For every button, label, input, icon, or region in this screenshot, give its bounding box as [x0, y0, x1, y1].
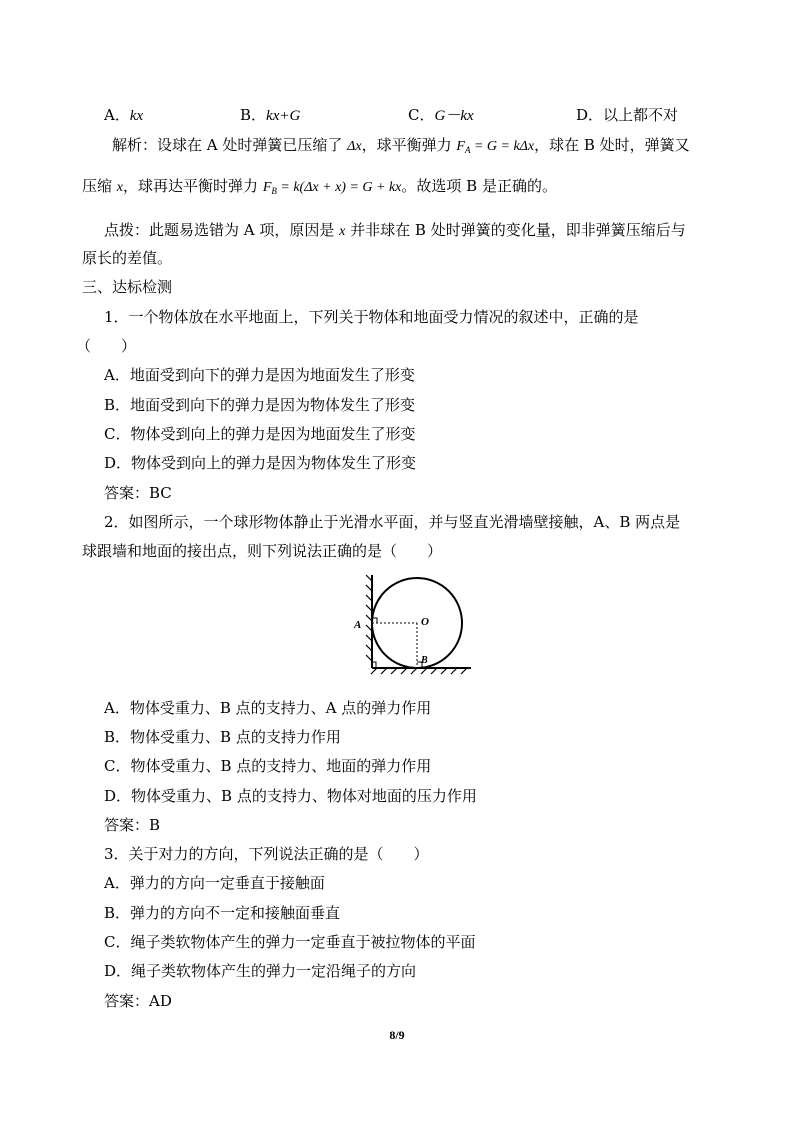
option-text: kx: [129, 108, 144, 124]
question-2-answer: 答案：B: [104, 816, 161, 834]
question-1-option-d: D．物体受到向上的弹力是因为物体发生了形变: [104, 454, 417, 472]
section-title: 三、达标检测: [82, 278, 173, 296]
delta-x: Δx: [347, 139, 362, 154]
question-3-option-d: D．绳子类软物体产生的弹力一定沿绳子的方向: [104, 962, 417, 980]
option-label: A．: [104, 106, 130, 124]
question-2-option-a: A．物体受重力、B 点的支持力、A 点的弹力作用: [104, 699, 432, 717]
question-3-option-a: A．弹力的方向一定垂直于接触面: [104, 874, 325, 892]
question-2-option-d: D．物体受重力、B 点的支持力、物体对地面的压力作用: [104, 787, 477, 805]
question-3-option-c: C．绳子类软物体产生的弹力一定垂直于被拉物体的平面: [104, 933, 476, 951]
question-1-option-c: C．物体受到向上的弹力是因为地面发生了形变: [104, 425, 416, 443]
label-b: B: [421, 655, 428, 666]
label-o: O: [421, 616, 429, 628]
question-1-answer: 答案：BC: [104, 484, 172, 502]
page-number: 8/9: [389, 1028, 405, 1042]
question-1-stem: 1．一个物体放在水平地面上，下列关于物体和地面受力情况的叙述中，正确的是: [104, 308, 639, 326]
question-3-stem: 3．关于对力的方向，下列说法正确的是（ ）: [104, 845, 429, 863]
option-d: [576, 105, 678, 125]
analysis-text: 。故选项 B 是正确的。: [401, 177, 557, 195]
ball-wall-floor-figure: [345, 573, 475, 678]
x-variable: x: [116, 180, 124, 195]
question-2-option-c: C．物体受重力、B 点的支持力、地面的弹力作用: [104, 757, 432, 775]
question-2-option-b: B．物体受重力、B 点的支持力作用: [104, 728, 341, 746]
x-variable: x: [339, 224, 346, 239]
analysis-text: 解析：设球在 A 处时弹簧已压缩了: [112, 136, 343, 154]
option-c: [408, 105, 474, 126]
analysis-line-2: [82, 176, 557, 201]
option-text: kx+G: [266, 108, 301, 124]
tip-text: 点拨：此题易选错为 A 项，原因是: [104, 221, 335, 239]
option-label: B．: [240, 106, 267, 124]
question-3-answer: 答案：AD: [104, 992, 172, 1010]
force-a-equation: $F_A = G = k\Delta x$: [456, 139, 535, 155]
tip-line-2: 原长的差值。: [82, 249, 173, 267]
option-text: 以上都不对: [603, 106, 679, 124]
question-3-option-b: B．弹力的方向不一定和接触面垂直: [104, 904, 341, 922]
question-1-option-a: A．地面受到向下的弹力是因为地面发生了形变: [104, 366, 415, 384]
option-label: C．: [408, 106, 435, 124]
analysis-text: ，球在 B 处时，弹簧又: [534, 136, 690, 154]
question-2-stem-cont: 球跟墙和地面的接出点，则下列说法正确的是（ ）: [82, 542, 443, 560]
analysis-line-1: [112, 135, 690, 160]
option-text: G－kx: [434, 108, 474, 124]
analysis-text: 压缩: [82, 177, 113, 195]
force-b-equation: $F_B = k(\Delta x + x) = G$ + kx: [262, 180, 402, 196]
option-a: [104, 105, 143, 126]
question-2-stem: 2．如图所示，一个球形物体静止于光滑水平面，并与竖直光滑墙壁接触，A、B 两点是: [104, 513, 681, 531]
option-b: [240, 105, 300, 126]
analysis-text: ，球再达平衡时弹力: [123, 177, 259, 195]
option-label: D．: [576, 106, 604, 124]
tip-line-1: [104, 220, 686, 242]
tip-text: 并非球在 B 处时弹簧的变化量，即非弹簧压缩后与: [350, 221, 686, 239]
question-1-stem-cont: （ ）: [76, 337, 137, 355]
question-1-option-b: B．地面受到向下的弹力是因为物体发生了形变: [104, 396, 416, 414]
analysis-text: ，球平衡弹力: [361, 136, 452, 154]
label-a: A: [354, 619, 362, 631]
